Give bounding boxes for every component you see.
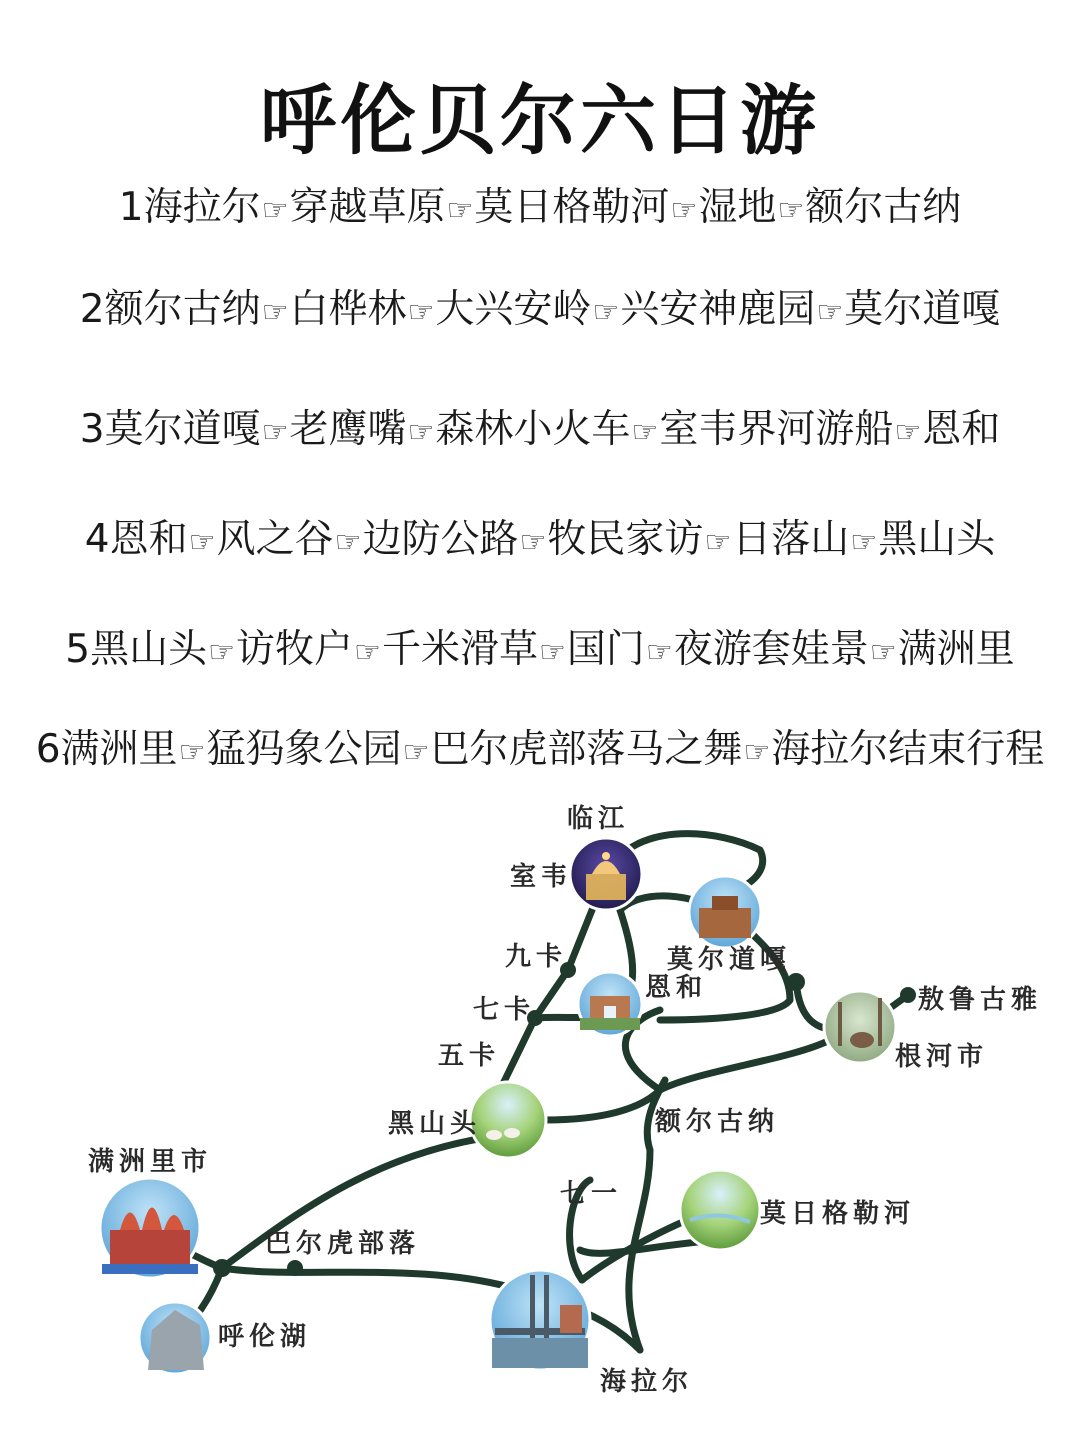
itinerary-stop: 黑山头: [90, 627, 208, 672]
hailar-photo: [490, 1270, 590, 1370]
itinerary-stop: 访牧户: [236, 627, 354, 672]
manzhouli-photo: [100, 1178, 200, 1278]
label-mordaoga: 莫尔道嘎: [667, 945, 792, 975]
junction-aoluguya: [900, 987, 916, 1003]
label-erguna: 额尔古纳: [655, 1107, 780, 1137]
label-qika: 七卡: [473, 995, 536, 1025]
pointing-hand-icon: ☞: [670, 193, 698, 228]
itinerary-stop: 湿地: [698, 185, 777, 230]
pointing-hand-icon: ☞: [178, 735, 206, 770]
pointing-hand-icon: ☞: [743, 735, 771, 770]
pointing-hand-icon: ☞: [407, 295, 435, 330]
junction-manzhouli: [213, 1259, 231, 1277]
label-morigele: 莫日格勒河: [760, 1199, 916, 1229]
day-number: 6: [35, 727, 61, 772]
label-enhe: 恩和: [645, 973, 708, 1003]
label-shiwei: 室韦: [510, 862, 573, 892]
itinerary-stop: 国门: [566, 627, 645, 672]
itinerary-stop: 日落山: [732, 517, 850, 562]
itinerary-stop: 老鹰嘴: [289, 407, 407, 452]
itinerary-stop: 莫尔道嘎: [104, 407, 261, 452]
mordaoga-photo: [689, 876, 761, 948]
label-genhe: 根河市: [895, 1042, 989, 1072]
itinerary-stop: 海拉尔结束行程: [771, 727, 1045, 772]
label-jiuka: 九卡: [505, 942, 568, 972]
pointing-hand-icon: ☞: [631, 415, 659, 450]
itinerary-stop: 牧民家访: [547, 517, 704, 562]
genhe-photo: [824, 991, 896, 1063]
itinerary-stop: 夜游套娃景: [673, 627, 869, 672]
shiwei-photo: [570, 838, 642, 910]
itinerary-stop: 室韦界河游船: [659, 407, 894, 452]
pointing-hand-icon: ☞: [208, 635, 236, 670]
pointing-hand-icon: ☞: [407, 415, 435, 450]
label-linjiang: 临江: [567, 804, 630, 834]
morigele-photo: [680, 1170, 760, 1250]
label-heishantou: 黑山头: [388, 1109, 482, 1139]
label-aoluguya: 敖鲁古雅: [918, 985, 1043, 1015]
pointing-hand-icon: ☞: [354, 635, 381, 670]
itinerary-stop: 大兴安岭: [435, 287, 592, 332]
label-barhu: 巴尔虎部落: [265, 1229, 421, 1259]
itinerary-stop: 兴安神鹿园: [620, 287, 816, 332]
itinerary-stop: 猛犸象公园: [206, 727, 402, 772]
itinerary-stop: 恩和: [922, 407, 1001, 452]
day-3-line: [0, 407, 1080, 452]
junction-mordaoga: [787, 973, 805, 991]
itinerary-stop: 千米滑草: [381, 627, 538, 672]
day-number: 4: [84, 517, 110, 562]
enhe-photo: [578, 972, 642, 1036]
pointing-hand-icon: ☞: [869, 635, 897, 670]
itinerary-stop: 恩和: [109, 517, 188, 562]
label-hulunhu: 呼伦湖: [218, 1322, 312, 1352]
day-4-line: [0, 517, 1080, 562]
pointing-hand-icon: ☞: [402, 735, 430, 770]
label-hailar: 海拉尔: [600, 1367, 694, 1397]
day-6-line: [0, 727, 1080, 772]
pointing-hand-icon: ☞: [592, 295, 620, 330]
heishantou-photo: [470, 1082, 546, 1158]
day-number: 1: [118, 185, 144, 230]
pointing-hand-icon: ☞: [894, 415, 922, 450]
pointing-hand-icon: ☞: [261, 415, 289, 450]
label-wuka: 五卡: [438, 1041, 501, 1071]
itinerary-stop: 莫尔道嘎: [844, 287, 1001, 332]
page-title: 呼伦贝尔六日游: [260, 76, 820, 165]
pointing-hand-icon: ☞: [645, 635, 673, 670]
itinerary-stop: 海拉尔: [143, 185, 261, 230]
itinerary-stop: 满洲里: [897, 627, 1015, 672]
day-number: 3: [79, 407, 105, 452]
itinerary-stop: 穿越草原: [289, 185, 446, 230]
pointing-hand-icon: ☞: [850, 525, 878, 560]
pointing-hand-icon: ☞: [261, 295, 289, 330]
label-manzhouli: 满洲里市: [88, 1147, 213, 1177]
day-2-line: [0, 287, 1080, 332]
day-5-line: [0, 627, 1080, 672]
day-number: 2: [79, 287, 105, 332]
day-1-line: [0, 185, 1080, 230]
pointing-hand-icon: ☞: [519, 525, 547, 560]
itinerary-stop: 巴尔虎部落马之舞: [430, 727, 743, 772]
itinerary-stop: 额尔古纳: [805, 185, 962, 230]
itinerary-stop: 白桦林: [289, 287, 407, 332]
itinerary-stop: 风之谷: [216, 517, 334, 562]
pointing-hand-icon: ☞: [816, 295, 844, 330]
itinerary-stop: 莫日格勒河: [474, 185, 670, 230]
day-number: 5: [65, 627, 91, 672]
junction-barhu: [287, 1260, 303, 1276]
pointing-hand-icon: ☞: [261, 193, 289, 228]
pointing-hand-icon: ☞: [188, 525, 216, 560]
pointing-hand-icon: ☞: [704, 525, 732, 560]
itinerary-stop: 边防公路: [362, 517, 519, 562]
itinerary-stop: 森林小火车: [435, 407, 631, 452]
hulunhu-photo: [139, 1302, 211, 1374]
pointing-hand-icon: ☞: [446, 193, 474, 228]
pointing-hand-icon: ☞: [538, 635, 566, 670]
pointing-hand-icon: ☞: [777, 193, 805, 228]
pointing-hand-icon: ☞: [334, 525, 362, 560]
route-map: [0, 790, 1080, 1430]
label-qiyi: 七一: [560, 1179, 623, 1209]
itinerary-stop: 黑山头: [878, 517, 996, 562]
itinerary-stop: 满洲里: [60, 727, 178, 772]
itinerary-stop: 额尔古纳: [104, 287, 261, 332]
